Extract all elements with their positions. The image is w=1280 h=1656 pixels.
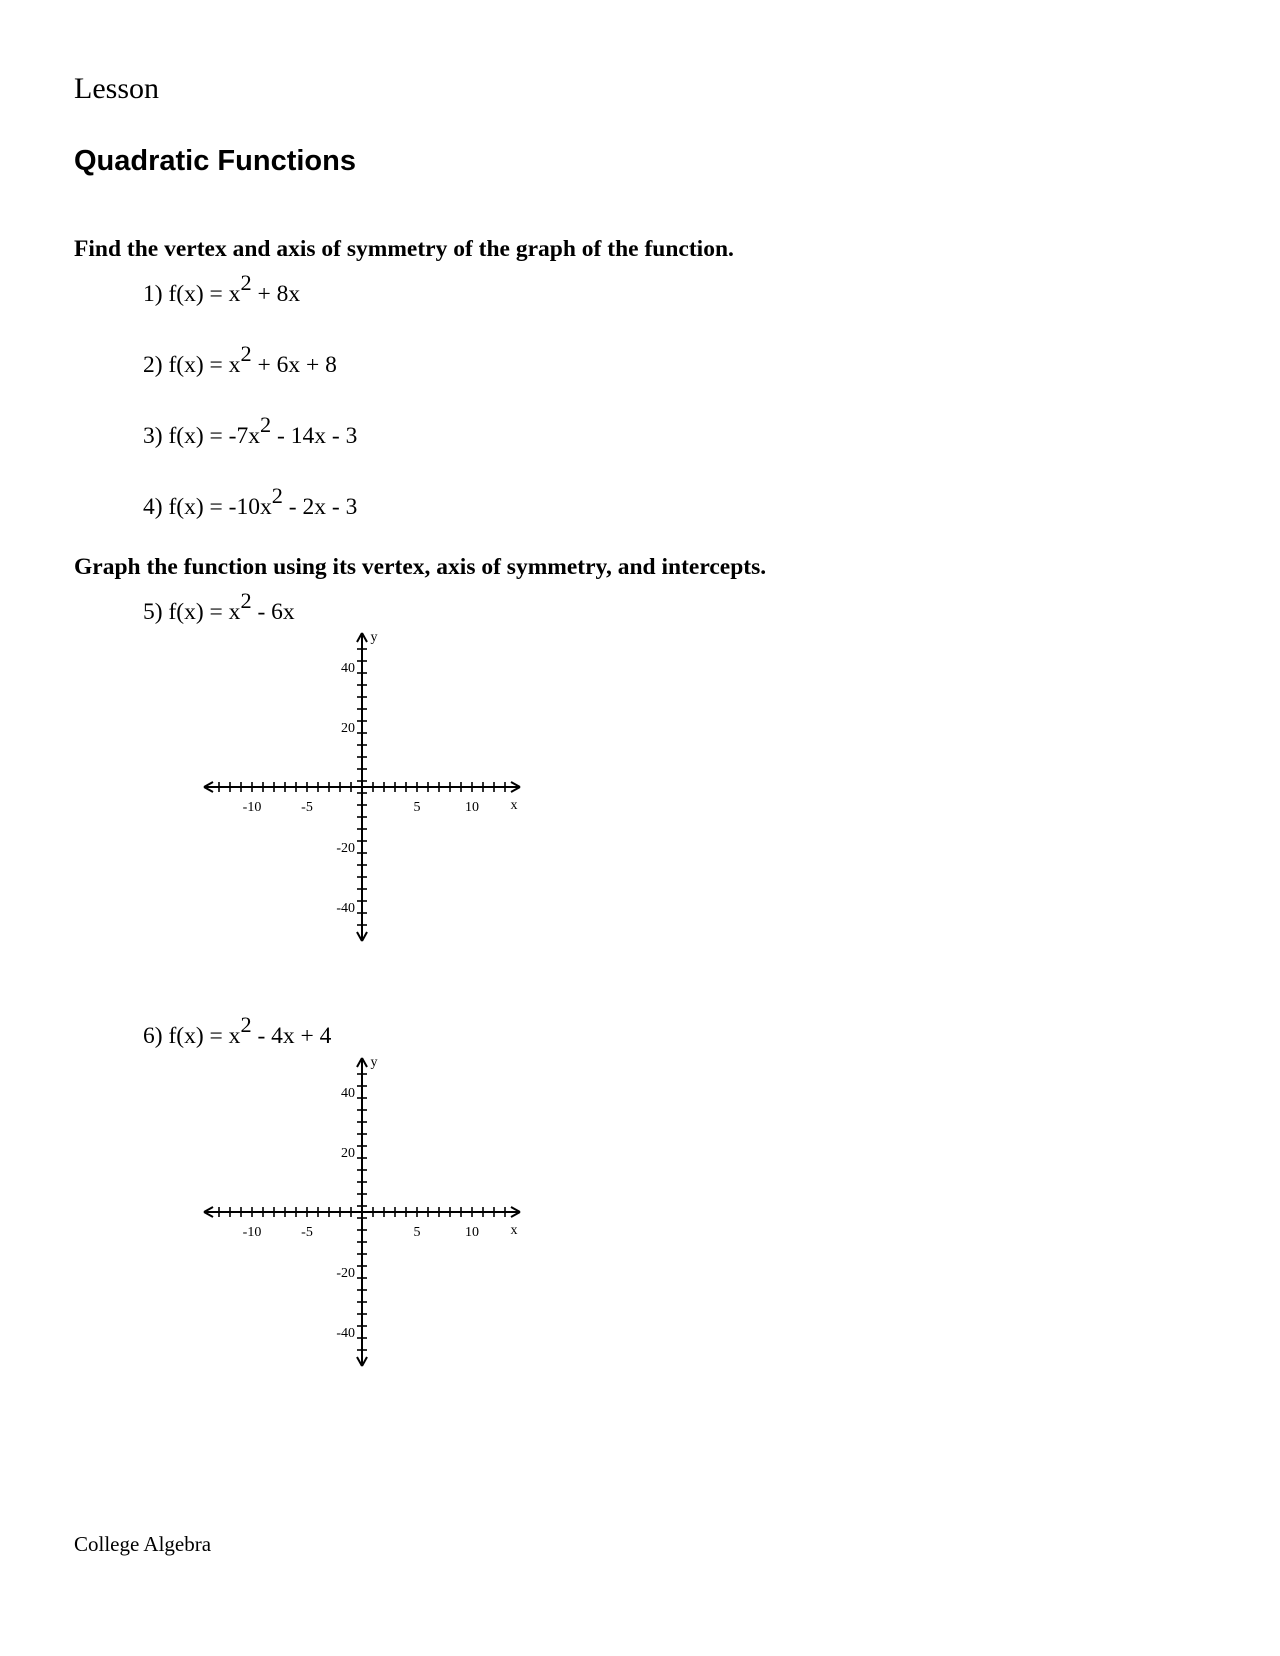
y-tick-label: 40	[341, 661, 355, 676]
y-axis-label: y	[370, 1055, 378, 1070]
problem-6-exponent: 2	[240, 1012, 252, 1037]
problem-2-label: 2) f(x) = x	[143, 351, 241, 378]
page-title: Quadratic Functions	[74, 145, 356, 177]
y-tick-label: -20	[336, 841, 355, 856]
problem-5-rest: - 6x	[251, 598, 295, 625]
problem-2-rest: + 6x + 8	[251, 351, 337, 378]
problem-1-exponent: 2	[240, 270, 252, 295]
graph-problem-6[interactable]	[190, 1045, 530, 1375]
footer-course-name: College Algebra	[74, 1532, 212, 1556]
x-axis-label: x	[510, 798, 518, 813]
problem-2	[143, 343, 337, 379]
y-tick-label: -40	[336, 1326, 355, 1341]
x-tick-label: 10	[465, 800, 479, 815]
x-tick-label: 5	[413, 1225, 421, 1240]
x-tick-label: 10	[465, 1225, 479, 1240]
problem-1-rest: + 8x	[251, 280, 301, 307]
problem-3	[143, 414, 357, 450]
problem-4-exponent: 2	[271, 483, 283, 508]
x-tick-label: -5	[301, 800, 313, 815]
problem-5-label: 5) f(x) = x	[143, 598, 241, 625]
problem-3-rest: - 14x - 3	[271, 422, 358, 449]
x-tick-label: -5	[301, 1225, 313, 1240]
problem-1	[143, 272, 300, 308]
section2-instruction: Graph the function using its vertex, axis of symmetry, and intercepts.	[74, 554, 767, 580]
problem-1-label: 1) f(x) = x	[143, 280, 241, 307]
problem-2-exponent: 2	[240, 341, 252, 366]
problem-4-label: 4) f(x) = -10x	[143, 493, 272, 520]
y-tick-label: 40	[341, 1086, 355, 1101]
problem-4-rest: - 2x - 3	[282, 493, 358, 520]
y-tick-label: -20	[336, 1266, 355, 1281]
problem-6-label: 6) f(x) = x	[143, 1022, 241, 1049]
problem-6-rest: - 4x + 4	[251, 1022, 332, 1049]
x-axis-label: x	[510, 1223, 518, 1238]
y-tick-label: 20	[341, 1146, 355, 1161]
y-tick-label: 20	[341, 721, 355, 736]
x-tick-label: -10	[242, 800, 262, 815]
section1-instruction: Find the vertex and axis of symmetry of the graph of the function.	[74, 236, 734, 262]
problem-5-exponent: 2	[240, 588, 252, 613]
graph-problem-5[interactable]	[190, 620, 530, 950]
problem-3-label: 3) f(x) = -7x	[143, 422, 261, 449]
lesson-label: Lesson	[74, 72, 159, 105]
x-tick-label: -10	[242, 1225, 262, 1240]
problem-3-exponent: 2	[260, 412, 272, 437]
problem-4	[143, 485, 357, 521]
y-tick-label: -40	[336, 901, 355, 916]
y-axis-label: y	[370, 630, 378, 645]
x-tick-label: 5	[413, 800, 421, 815]
